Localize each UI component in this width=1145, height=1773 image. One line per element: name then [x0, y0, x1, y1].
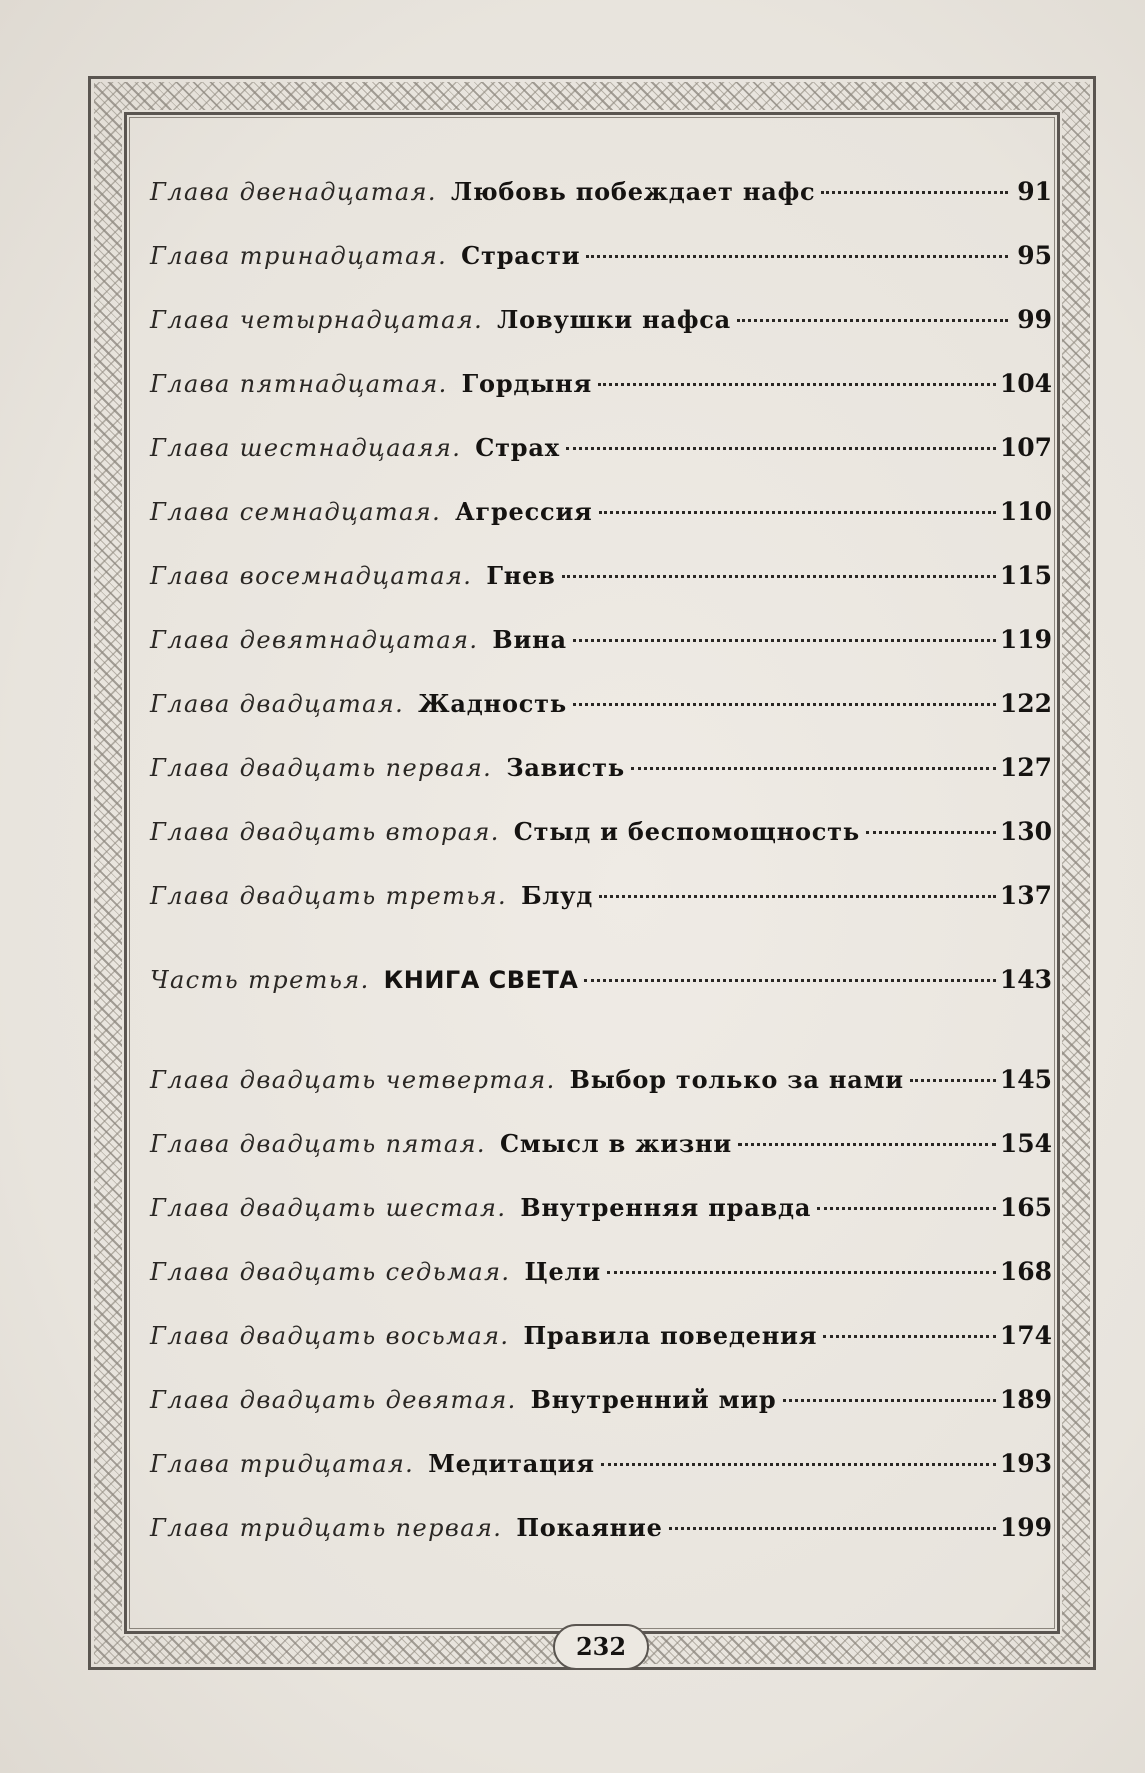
chapter-label: Глава двадцать пятая.: [150, 1130, 486, 1158]
toc-entry[interactable]: [150, 620, 1052, 660]
toc-entry[interactable]: [150, 1316, 1052, 1356]
dot-leader: [866, 831, 996, 834]
chapter-label: Глава девятнадцатая.: [150, 626, 479, 654]
toc-part-entry[interactable]: [150, 960, 1052, 1000]
page-number: 145: [999, 1065, 1052, 1094]
chapter-label: Глава двадцать седьмая.: [150, 1258, 511, 1286]
toc-entry[interactable]: [150, 300, 1052, 340]
toc-entry[interactable]: [150, 1508, 1052, 1548]
chapter-title: Покаяние: [516, 1513, 663, 1542]
chapter-label: Глава двадцать шестая.: [150, 1194, 507, 1222]
dot-leader: [573, 639, 996, 642]
dot-leader: [669, 1527, 996, 1530]
dot-leader: [823, 1335, 996, 1338]
page-number: 199: [999, 1513, 1052, 1542]
toc-entry[interactable]: [150, 492, 1052, 532]
chapter-title: Страсти: [461, 241, 581, 270]
page-number: 110: [999, 497, 1052, 526]
toc-entry[interactable]: [150, 428, 1052, 468]
toc-entry[interactable]: [150, 1444, 1052, 1484]
chapter-label: Глава четырнадцатая.: [150, 306, 484, 334]
dot-leader: [737, 319, 1008, 322]
chapter-title: Любовь побеждает нафс: [450, 177, 816, 206]
chapter-title: Цели: [524, 1257, 601, 1286]
chapter-label: Глава двенадцатая.: [150, 178, 437, 206]
part-label: Часть третья.: [150, 966, 370, 994]
chapter-title: Гордыня: [461, 369, 592, 398]
page-number: 130: [999, 817, 1052, 846]
chapter-label: Глава семнадцатая.: [150, 498, 442, 526]
chapter-label: Глава тринадцатая.: [150, 242, 448, 270]
chapter-title: Медитация: [428, 1449, 595, 1478]
dot-leader: [599, 895, 996, 898]
page-number: 165: [999, 1193, 1052, 1222]
chapter-label: Глава двадцать первая.: [150, 754, 493, 782]
chapter-title: Блуд: [521, 881, 594, 910]
chapter-title: Ловушки нафса: [497, 305, 732, 334]
chapter-title: Агрессия: [455, 497, 593, 526]
toc-entry[interactable]: [150, 812, 1052, 852]
toc-entry[interactable]: [150, 172, 1052, 212]
dot-leader: [783, 1399, 996, 1402]
page-number: 115: [999, 561, 1052, 590]
dot-leader: [601, 1463, 996, 1466]
chapter-label: Глава двадцать третья.: [150, 882, 508, 910]
chapter-title: Внутренний мир: [530, 1385, 777, 1414]
chapter-title: Стыд и беспомощность: [513, 817, 860, 846]
page-number: 107: [999, 433, 1052, 462]
page-number: 127: [999, 753, 1052, 782]
page-number: 174: [999, 1321, 1052, 1350]
chapter-label: Глава двадцать девятая.: [150, 1386, 517, 1414]
dot-leader: [738, 1143, 996, 1146]
toc-entry[interactable]: [150, 1060, 1052, 1100]
toc-entry[interactable]: [150, 364, 1052, 404]
folio-number: 232: [575, 1632, 627, 1661]
dot-leader: [573, 703, 996, 706]
toc-entry[interactable]: [150, 876, 1052, 916]
chapter-title: Выбор только за нами: [569, 1065, 904, 1094]
toc-entry[interactable]: [150, 1252, 1052, 1292]
dot-leader: [566, 447, 996, 450]
toc-entry[interactable]: [150, 556, 1052, 596]
page-number: 119: [999, 625, 1052, 654]
dot-leader: [631, 767, 996, 770]
chapter-label: Глава двадцать восьмая.: [150, 1322, 510, 1350]
page-number: 104: [999, 369, 1052, 398]
chapter-title: Вина: [492, 625, 567, 654]
dot-leader: [607, 1271, 996, 1274]
chapter-title: Гнев: [486, 561, 556, 590]
chapter-label: Глава двадцатая.: [150, 690, 405, 718]
chapter-title: Внутренняя правда: [520, 1193, 812, 1222]
toc-entry[interactable]: [150, 1380, 1052, 1420]
dot-leader: [910, 1079, 996, 1082]
page-number: 143: [999, 965, 1052, 994]
dot-leader: [599, 511, 996, 514]
page-number: 99: [1017, 305, 1052, 334]
chapter-title: Зависть: [506, 753, 625, 782]
chapter-label: Глава тридцать первая.: [150, 1514, 503, 1542]
toc-entry[interactable]: [150, 1124, 1052, 1164]
page-number: 122: [999, 689, 1052, 718]
chapter-label: Глава шестнадцааяя.: [150, 434, 462, 462]
page-number: 168: [999, 1257, 1052, 1286]
dot-leader: [817, 1207, 996, 1210]
dot-leader: [562, 575, 996, 578]
chapter-label: Глава тридцатая.: [150, 1450, 415, 1478]
page-number: 95: [1017, 241, 1052, 270]
chapter-label: Глава восемнадцатая.: [150, 562, 473, 590]
dot-leader: [586, 255, 1008, 258]
part-title: КНИГА СВЕТА: [383, 966, 579, 994]
chapter-title: Страх: [475, 433, 560, 462]
chapter-label: Глава двадцать вторая.: [150, 818, 500, 846]
chapter-title: Жадность: [418, 689, 567, 718]
toc-entry[interactable]: [150, 1188, 1052, 1228]
chapter-title: Правила поведения: [523, 1321, 818, 1350]
chapter-label: Глава пятнадцатая.: [150, 370, 448, 398]
page-folio: [553, 1624, 649, 1670]
page-number: 154: [999, 1129, 1052, 1158]
chapter-label: Глава двадцать четвертая.: [150, 1066, 556, 1094]
toc-entry[interactable]: [150, 748, 1052, 788]
page-number: 193: [999, 1449, 1052, 1478]
chapter-title: Смысл в жизни: [499, 1129, 732, 1158]
dot-leader: [821, 191, 1008, 194]
toc-entry[interactable]: [150, 684, 1052, 724]
dot-leader: [584, 979, 995, 982]
page-number: 137: [999, 881, 1052, 910]
dot-leader: [598, 383, 996, 386]
toc-entry[interactable]: [150, 236, 1052, 276]
page-number: 189: [999, 1385, 1052, 1414]
page-number: 91: [1017, 177, 1052, 206]
